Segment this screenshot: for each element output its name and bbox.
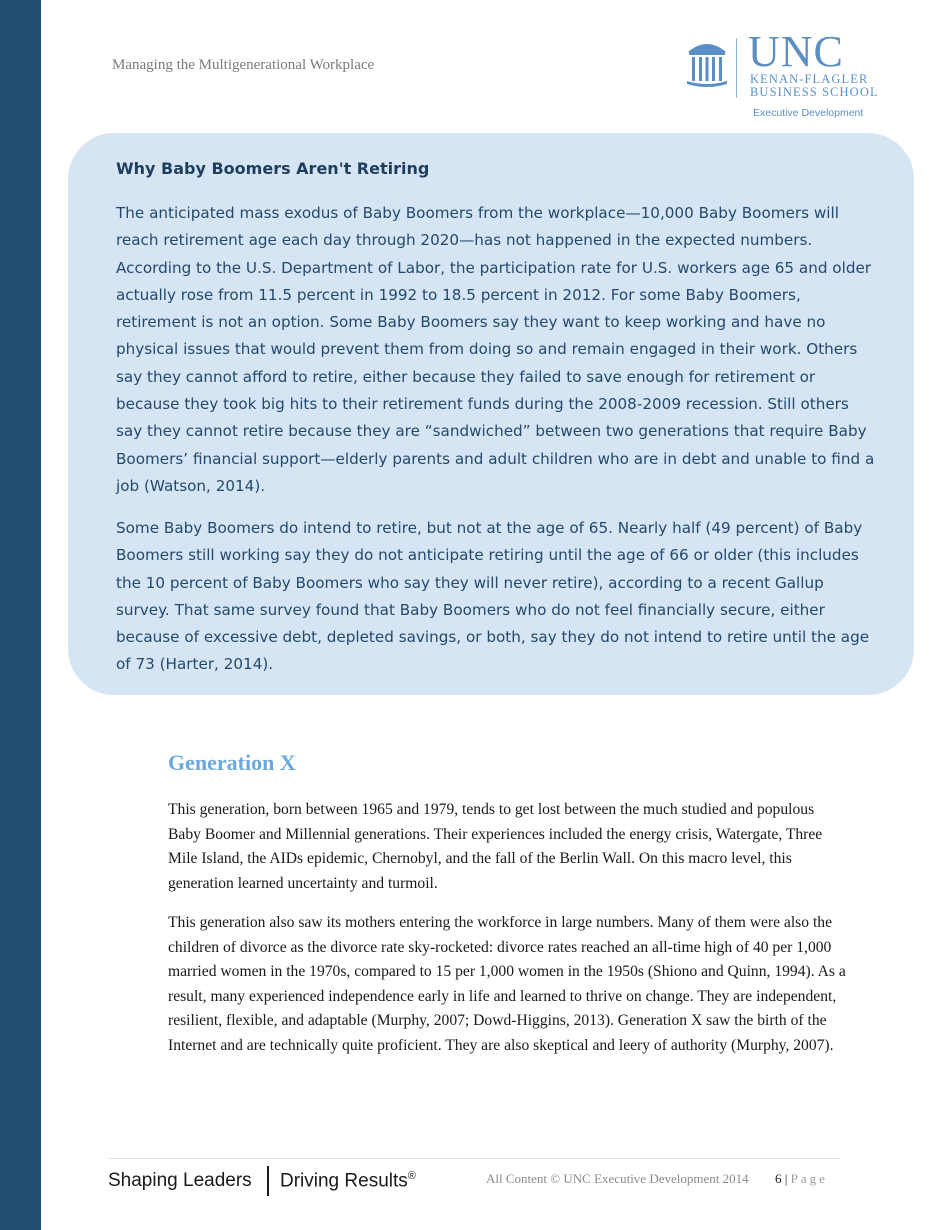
footer-copyright: All Content © UNC Executive Development 2014 — [486, 1171, 749, 1186]
logo-school-name — [750, 73, 879, 99]
logo-line-1: KENAN-FLAGLER — [750, 72, 869, 86]
logo-unc-text: UNC — [748, 27, 844, 76]
page-separator: | — [784, 1171, 788, 1186]
unc-kenan-flagler-logo — [686, 27, 896, 122]
page-number: 6 — [775, 1171, 782, 1186]
footer-tagline-left: Shaping Leaders — [108, 1170, 252, 1191]
footer-rule — [108, 1158, 840, 1159]
tagline-right-text: Driving Results — [280, 1170, 408, 1192]
logo-subtitle: Executive Development — [753, 107, 864, 119]
document-title: Managing the Multigenerational Workplace — [112, 57, 375, 73]
logo-line-2: BUSINESS SCHOOL — [750, 85, 879, 99]
left-sidebar-band — [0, 0, 41, 1230]
footer-tagline-divider — [267, 1166, 269, 1196]
page-indicator — [775, 1171, 828, 1187]
callout-box — [68, 133, 914, 695]
section-heading: Generation X — [168, 750, 296, 775]
registered-mark: ® — [407, 1170, 416, 1182]
callout-title: Why Baby Boomers Aren't Retiring — [116, 159, 430, 178]
page-word: Page — [790, 1171, 828, 1186]
footer-tagline-right — [280, 1170, 416, 1192]
body-paragraph: This generation also saw its mothers entering the workforce in large numbers. Many of them were also the children of divorce as the divorce rate sky-rocketed: divorce rates reached an all-time high of 40 per 1,000 married women in the 1970s, compared to 15 per 1,000 women in the 1950s (Shiono and Quinn, 1994). As a result, many experienced independence early in life and learned to thrive on change. They are independent, resilient, flexible, and adaptable (Murphy, 2007; Dowd-Higgins, 2013). Generation X saw the birth of the Internet and are technically quite proficient. They are also skeptical and leery of authority (Murphy, 2007). — [168, 914, 846, 1054]
callout-paragraph: Some Baby Boomers do intend to retire, but not at the age of 65. Nearly half (49 percent) of Baby Boomers still working say they do not anticipate retiring until the age of 66 or older (this includes the 10 percent of Baby Boomers who say they will never retire), according to a recent Gallup survey. That same survey found that Baby Boomers who do not feel financially secure, either because of excessive debt, depleted savings, or both, say they do not intend to retire until the age of 73 (Harter, 2014). — [116, 519, 870, 674]
logo-divider — [736, 38, 737, 98]
old-well-icon — [686, 38, 728, 88]
body-paragraph: This generation, born between 1965 and 1979, tends to get lost between the much studied and populous Baby Boomer and Millennial generations. Their experiences included the energy crisis, Watergate, Three Mile Island, the AIDs epidemic, Chernobyl, and the fall of the Berlin Wall. On this macro level, this generation learned uncertainty and turmoil. — [168, 801, 823, 892]
callout-paragraph: The anticipated mass exodus of Baby Boomers from the workplace—10,000 Baby Boomers will reach retirement age each day through 2020—has not happened in the expected numbers. According to the U.S. Department of Labor, the participation rate for U.S. workers age 65 and older actually rose from 11.5 percent in 1992 to 18.5 percent in 2012. For some Baby Boomers, retirement is not an option. Some Baby Boomers say they want to keep working and have no physical issues that would prevent them from doing so and remain engaged in their work. Others say they cannot afford to retire, either because they failed to save enough for retirement or because they took big hits to their retirement funds during the 2008-2009 recession. Still others say they cannot retire because they are “sandwiched” between two generations that require Baby Boomers’ financial support—elderly parents and adult children who are in debt and unable to find a job (Watson, 2014). — [116, 204, 875, 495]
